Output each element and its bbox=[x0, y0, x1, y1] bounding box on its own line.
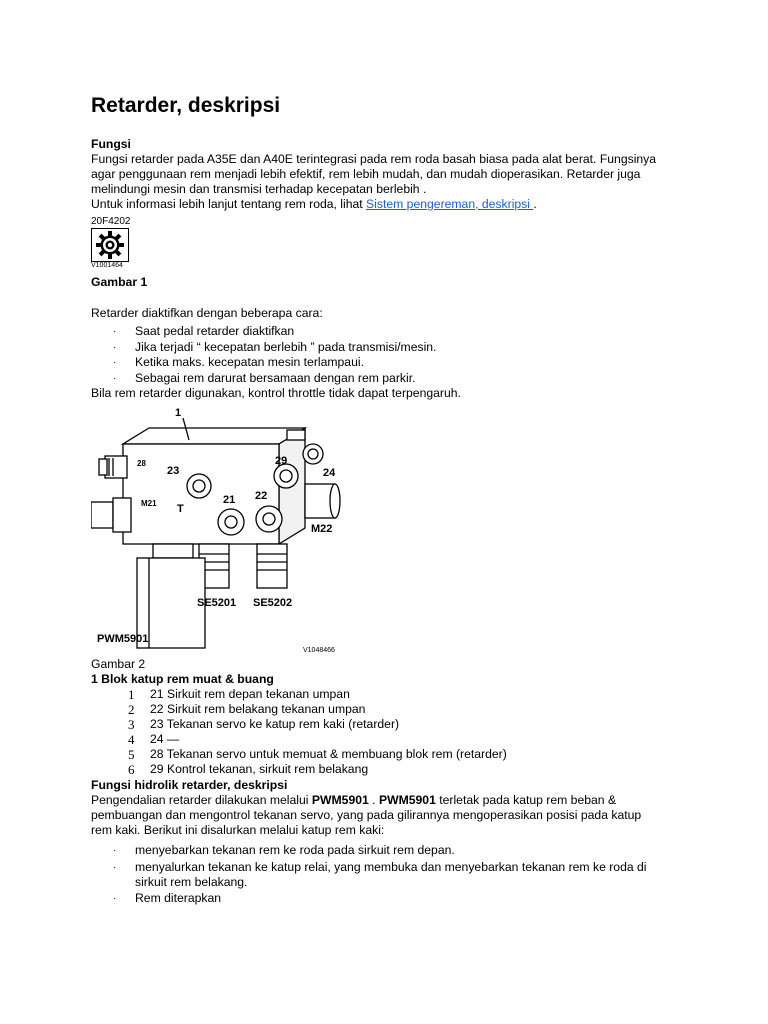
list-item: 2 22 Sirkuit rem belakang tekanan umpan bbox=[128, 702, 366, 718]
info-suffix: . bbox=[533, 197, 537, 211]
bullet-marker: · bbox=[113, 861, 117, 873]
figure1-caption: Gambar 1 bbox=[91, 275, 148, 289]
valve-block-diagram bbox=[91, 404, 346, 656]
bullet-marker: · bbox=[113, 372, 117, 384]
info-line bbox=[91, 197, 537, 213]
label-se5201: SE5201 bbox=[197, 597, 237, 609]
figure2-caption: Gambar 2 bbox=[91, 657, 146, 671]
figure1-code-bottom: V1001464 bbox=[91, 262, 123, 269]
list-item: 1 21 Sirkuit rem depan tekanan umpan bbox=[128, 687, 350, 702]
gear-icon bbox=[92, 229, 128, 261]
figure2-code: V1048466 bbox=[303, 647, 335, 654]
activation-intro: Retarder diaktifkan dengan beberapa cara: bbox=[91, 306, 323, 320]
list-item: · Ketika maks. kecepatan mesin terlampaui. bbox=[113, 355, 364, 369]
label-se5202: SE5202 bbox=[253, 597, 293, 609]
list-item: · menyalurkan tekanan ke katup relai, yang membuka dan menyebarkan tekanan rem ke roda di bbox=[113, 859, 647, 874]
label-m21: M21 bbox=[141, 499, 157, 508]
list-item: · menyebarkan tekanan rem ke roda pada sirkuit rem depan. bbox=[113, 843, 455, 857]
list-item: · Saat pedal retarder diaktifkan bbox=[113, 324, 295, 338]
figure1-code-top: 20F4202 bbox=[91, 216, 131, 227]
hydraulic-line-3: rem kaki. Berikut ini disalurkan melalui katup rem kaki: bbox=[91, 823, 385, 837]
port-list bbox=[91, 687, 507, 778]
page-title: Retarder, deskripsi bbox=[91, 94, 281, 117]
list-item: 3 23 Tekanan servo ke katup rem kaki (retarder) bbox=[128, 717, 400, 733]
bullet-marker: · bbox=[113, 326, 117, 337]
hydraulic-line-2: pembuangan dan mengontrol tekanan servo, yang pada gilirannya mengoperasikan posisi pada katup bbox=[91, 808, 642, 822]
hydraulic-line-1: Pengendalian retarder dilakukan melalui PWM5901 . PWM5901 terletak pada katup rem beban & bbox=[91, 793, 617, 807]
label-t: T bbox=[177, 503, 184, 515]
figure1-icon-box bbox=[91, 228, 129, 262]
fungsi-line-2: agar penggunaan rem menjadi lebih efektif, rem lebih mudah, dan mudah dioperasikan. Retarder juga bbox=[91, 167, 641, 181]
bullet-marker: · bbox=[113, 357, 117, 368]
hydraulic-heading: Fungsi hidrolik retarder, deskripsi bbox=[91, 778, 288, 792]
label-23: 23 bbox=[167, 465, 180, 477]
list-item-continuation: sirkuit rem belakang. bbox=[135, 875, 248, 889]
bullet-marker: · bbox=[113, 845, 117, 856]
list-item: 6 29 Kontrol tekanan, sirkuit rem belakang bbox=[128, 762, 369, 778]
label-m22: M22 bbox=[311, 523, 333, 535]
list-item: 4 24 — bbox=[128, 732, 180, 748]
label-28: 28 bbox=[137, 459, 146, 468]
label-22: 22 bbox=[255, 490, 268, 502]
list-item: · Rem diterapkan bbox=[113, 890, 222, 905]
bullet-marker: · bbox=[113, 341, 117, 353]
hydraulic-list bbox=[91, 843, 647, 906]
label-24: 24 bbox=[323, 467, 336, 479]
list-item: · Sebagai rem darurat bersamaan dengan rem parkir. bbox=[113, 370, 416, 385]
fungsi-line-3: melindungi mesin dan transmisi terhadap kecepatan berlebih . bbox=[91, 182, 427, 196]
fungsi-line-1: Fungsi retarder pada A35E dan A40E terintegrasi pada rem roda basah biasa pada alat berat. Fungsinya bbox=[91, 152, 657, 166]
label-1: 1 bbox=[175, 407, 182, 419]
activation-note: Bila rem retarder digunakan, kontrol throttle tidak dapat terpengaruh. bbox=[91, 386, 461, 400]
section-heading-fungsi: Fungsi bbox=[91, 137, 131, 151]
brake-system-link[interactable]: Sistem pengereman, deskripsi bbox=[366, 197, 534, 211]
label-29: 29 bbox=[275, 455, 288, 467]
info-prefix: Untuk informasi lebih lanjut tentang rem roda, lihat bbox=[91, 197, 367, 211]
label-pwm5901: PWM5901 bbox=[97, 633, 149, 645]
list-item: · Jika terjadi “ kecepatan berlebih ” pada transmisi/mesin. bbox=[113, 339, 437, 354]
activation-list bbox=[91, 324, 436, 386]
figure2-subheading: 1 Blok katup rem muat & buang bbox=[91, 672, 274, 686]
list-item: 5 28 Tekanan servo untuk memuat & membuang blok rem (retarder) bbox=[128, 747, 507, 763]
label-21: 21 bbox=[223, 494, 236, 506]
bullet-marker: · bbox=[113, 892, 117, 904]
